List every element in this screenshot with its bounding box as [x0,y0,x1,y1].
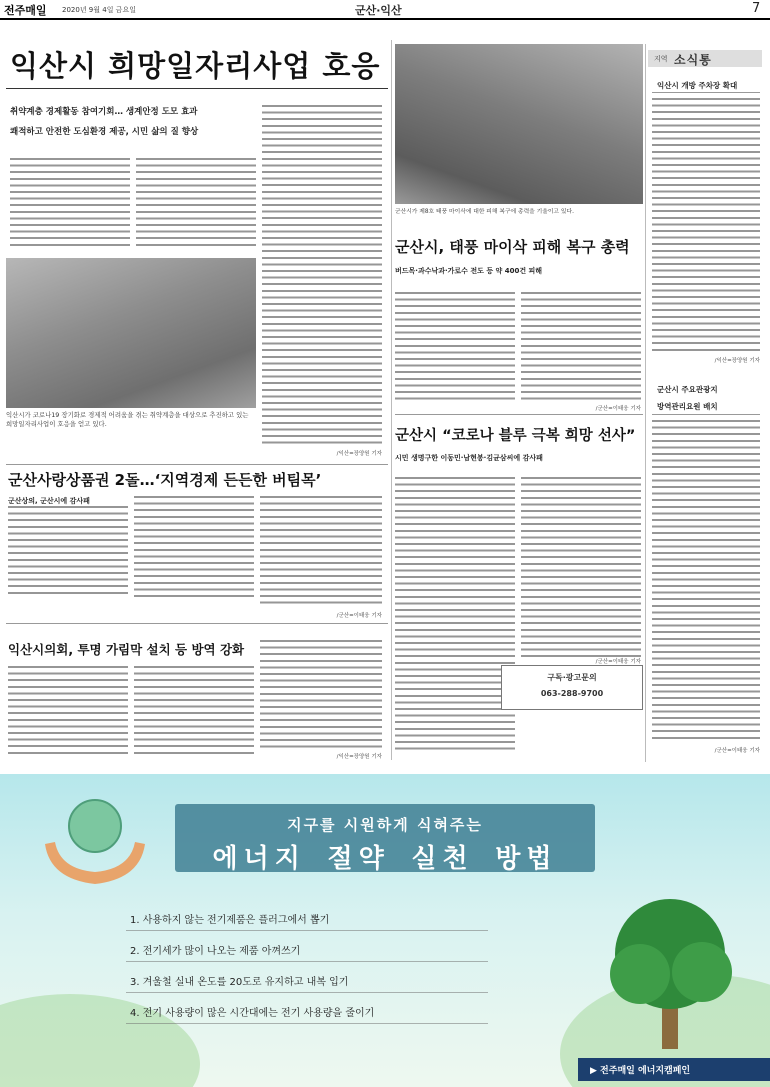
ad-item-rule-4 [126,1023,488,1024]
lead-sub2: 쾌적하고 안전한 도심환경 제공, 시민 삶의 질 향상 [10,127,199,137]
typhoon-headline: 군산시, 태풍 마이삭 피해 복구 총력 [395,238,630,256]
ad-item-rule-3 [126,992,488,993]
section-rule-left [6,464,388,465]
column-divider [391,40,392,760]
ad-title-line1: 지구를 시원하게 식혀주는 [287,816,483,834]
typhoon-sub: 버드목·과수낙과·가로수 전도 등 약 400건 피해 [395,267,543,275]
blue-sub: 시민 생명구한 이동민·남현봉·김균삼씨에 감사패 [395,454,543,462]
sidebar-divider [645,44,646,762]
sidebar-item1-byline: /익산=장양원 기자 [714,358,760,364]
contact-box [501,665,643,710]
lead-body-col3 [262,105,382,445]
ad-item-rule-2 [126,961,488,962]
sidebar-item2-byline: /군산=이태웅 기자 [714,748,760,754]
blue-body-col1 [395,477,515,753]
section-rule-right [395,414,643,415]
typhoon-body-col2 [521,292,641,402]
council-byline: /익산=장양원 기자 [336,754,382,760]
sidebar-rule-1 [652,92,760,93]
sidebar-rule-2 [652,414,760,415]
lead-byline: /익산=장양원 기자 [336,451,382,457]
contact-phone: 063-288-9700 [540,689,604,698]
typhoon-body-col1 [395,292,515,402]
gift-body-col1 [8,506,128,598]
hands-globe-icon [30,784,160,894]
issue-date: 2020년 9월 4일 금요일 [62,6,136,14]
sidebar-item1-body [652,98,760,354]
typhoon-photo-caption: 군산시가 제8호 태풍 마이삭에 대한 피해 복구에 총력을 기울이고 있다. [395,209,574,215]
blue-body-col2 [521,477,641,657]
lead-body-col2 [136,158,256,250]
council-headline: 익산시의회, 투명 가림막 설치 등 방역 강화 [8,642,245,657]
lead-photo [6,258,256,408]
gift-headline: 군산사랑상품권 2돌…‘지역경제 든든한 버팀목’ [8,471,322,489]
lead-photo-caption: 익산시가 코로나19 장기화로 경제적 어려움을 겪는 취약계층을 대상으로 추진하고 있는 희망일자리사업이 호응을 얻고 있다. [6,411,249,428]
section-rule-left-2 [6,623,388,624]
sidebar-item2-body [652,420,760,742]
tree-icon [590,884,750,1054]
ad-item-3: 3. 겨울철 실내 온도를 20도로 유지하고 내복 입기 [130,977,349,988]
sidebar-item2-title: 군산시 주요관광지 [657,385,718,394]
lead-sub1: 취약계층 경제활동 참여기회… 생계안정 도모 효과 [10,107,198,117]
gift-byline: /군산=이태웅 기자 [336,613,382,619]
ad-item-rule-1 [126,930,488,931]
sidebar-tag-big: 소식통 [674,53,712,67]
newspaper-name: 전주매일 [4,4,47,17]
section-title: 군산·익산 [355,4,402,17]
ad-title-line2: 에너지 절약 실천 방법 [212,844,558,874]
sidebar-tag-small: 지역 [654,55,668,63]
council-body-col3 [260,640,382,750]
masthead [0,0,770,20]
council-body-col2 [134,666,254,756]
contact-label: 구독·광고문의 [547,673,597,682]
ad-footer-bar [578,1058,770,1081]
sidebar-item2-title2: 방역관리요원 배치 [657,402,718,411]
typhoon-byline: /군산=이태웅 기자 [595,406,641,412]
ad-footer-label: ▶ 전주매일 에너지캠페인 [590,1066,691,1076]
gift-sub: 군산상의, 군산시에 감사패 [8,497,90,505]
page-number: 7 [752,1,761,16]
sidebar-item1-title: 익산시 개방 주차장 확대 [657,81,738,90]
blue-headline: 군산시 “코로나 블루 극복 희망 선사” [395,428,636,444]
lead-headline: 익산시 희망일자리사업 호응 [10,49,381,83]
energy-campaign-ad [0,774,770,1087]
gift-body-col3 [260,496,382,604]
blue-byline: /군산=이태웅 기자 [595,659,641,665]
ad-item-4: 4. 전기 사용량이 많은 시간대에는 전기 사용량을 줄이기 [130,1008,375,1019]
masthead-rule [0,18,770,20]
gift-body-col2 [134,496,254,598]
ad-item-2: 2. 전기세가 많이 나오는 제품 아껴쓰기 [130,946,301,957]
council-body-col1 [8,666,128,756]
lead-rule [6,88,388,89]
typhoon-photo [395,44,643,204]
sidebar-tag [648,50,762,67]
ad-item-1: 1. 사용하지 않는 전기제품은 플러그에서 뽑기 [130,915,330,926]
lead-body-col1 [10,158,130,250]
